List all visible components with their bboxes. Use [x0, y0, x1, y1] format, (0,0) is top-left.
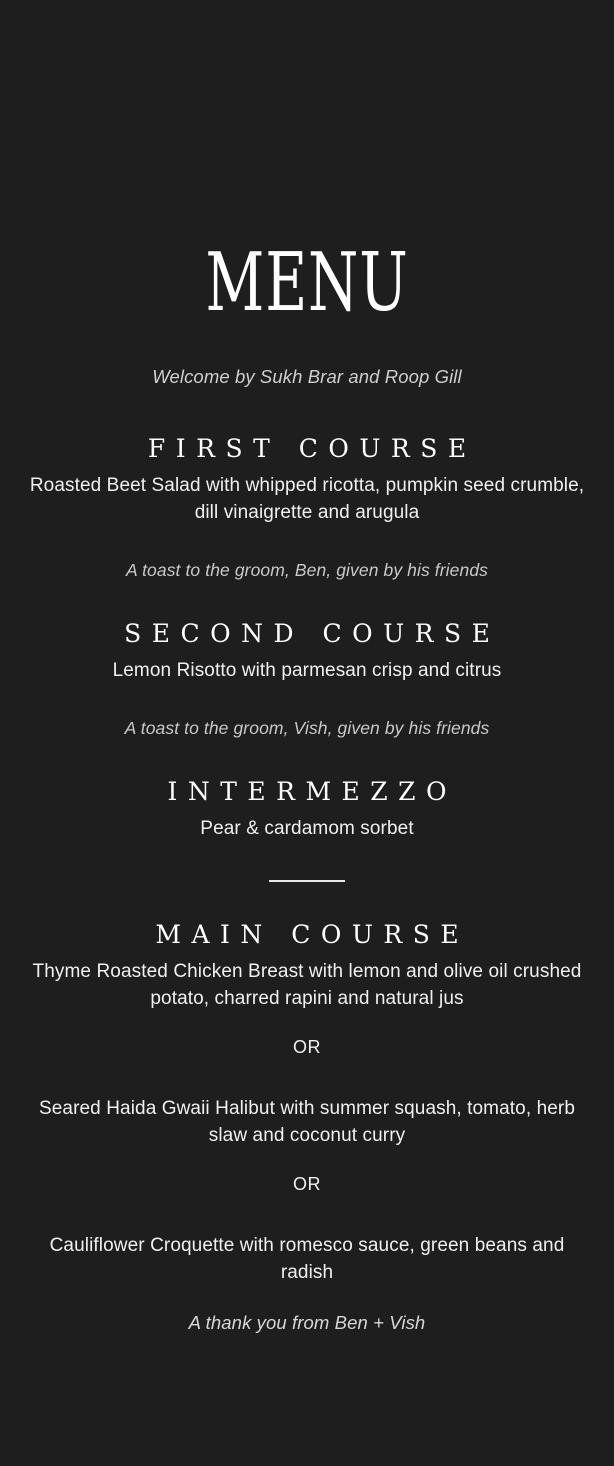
main-course-separator-two: OR	[293, 1174, 321, 1194]
toast-one: A toast to the groom, Ben, given by his friends	[125, 560, 489, 580]
spacer	[22, 1195, 592, 1223]
main-course-option-two: Seared Haida Gwaii Halibut with summer squash, tomato, herb slaw and coconut curry	[38, 1098, 576, 1146]
spacer	[22, 1149, 592, 1174]
spacer	[22, 1012, 592, 1037]
page-title: MENU	[205, 234, 409, 329]
spacer	[22, 739, 592, 777]
spacer	[22, 882, 592, 920]
spacer	[22, 684, 592, 718]
toast-two: A toast to the groom, Vish, given by his friends	[124, 718, 490, 738]
second-course-heading: SECOND COURSE	[124, 619, 501, 648]
main-course-option-one: Thyme Roasted Chicken Breast with lemon and olive oil crushed potato, charred rapini and natural jus	[32, 961, 582, 1009]
spacer	[22, 526, 592, 560]
thank-you-line: A thank you from Ben + Vish	[188, 1312, 426, 1333]
first-course-heading: FIRST COURSE	[147, 434, 477, 463]
spacer	[22, 1286, 592, 1312]
spacer	[22, 842, 592, 880]
menu-content	[22, 0, 592, 1466]
main-course-heading: MAIN COURSE	[155, 920, 470, 949]
welcome-line: Welcome by Sukh Brar and Roop Gill	[152, 366, 462, 387]
intermezzo-description: Pear & cardamom sorbet	[200, 818, 414, 839]
first-course-description: Roasted Beet Salad with whipped ricotta, pumpkin seed crumble, dill vinaigrette and arugula	[29, 475, 585, 523]
spacer	[22, 388, 592, 434]
spacer	[22, 581, 592, 619]
intermezzo-heading: INTERMEZZO	[167, 777, 458, 806]
spacer	[22, 1058, 592, 1086]
main-course-separator-one: OR	[293, 1037, 321, 1057]
main-course-option-three: Cauliflower Croquette with romesco sauce, green beans and radish	[49, 1235, 565, 1283]
second-course-description: Lemon Risotto with parmesan crisp and citrus	[112, 660, 502, 681]
